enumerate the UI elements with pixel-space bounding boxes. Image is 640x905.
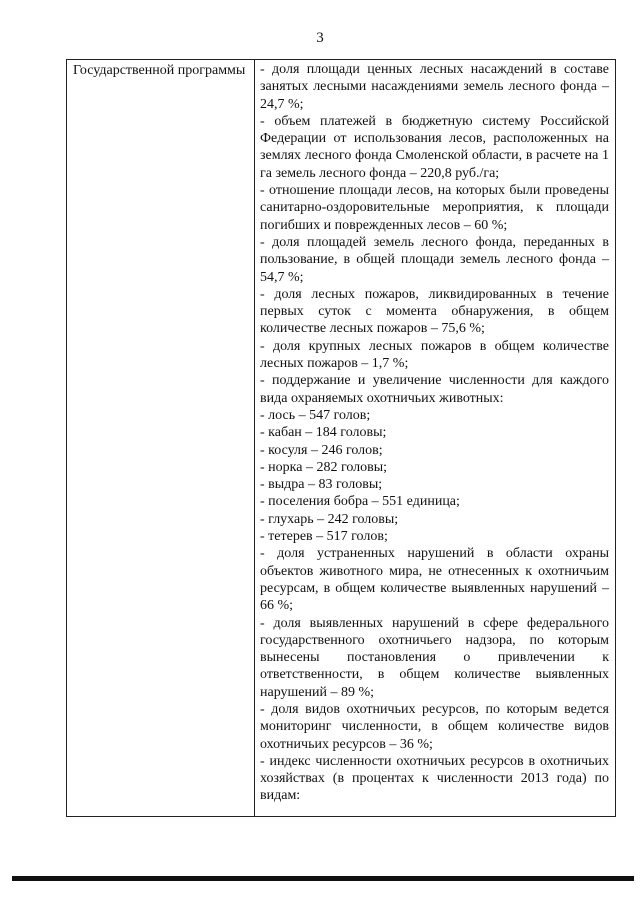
list-item: - кабан – 184 головы; bbox=[260, 425, 387, 441]
list-item: - доля устраненных нарушений в области охраны объектов животного мира, не отнесенных к охотничьим ресурсам, в общем количестве выявленных нарушений – 66 %; bbox=[260, 546, 609, 614]
list-item: - доля площади ценных лесных насаждений в составе занятых лесными насаждениями земель лесного фонда – 24,7 %; bbox=[260, 62, 609, 112]
list-item: - доля видов охотничьих ресурсов, по которым ведется мониторинг численности, в общем количестве видов охотничьих ресурсов – 36 %; bbox=[260, 701, 609, 752]
list-item: - индекс численности охотничьих ресурсов в охотничьих хозяйствах (в процентах к численности 2013 года) по видам: bbox=[260, 753, 609, 804]
document-table bbox=[66, 59, 616, 817]
list-item: - выдра – 83 головы; bbox=[260, 477, 383, 493]
list-item: - тетерев – 517 голов; bbox=[260, 529, 388, 545]
list-item: - доля лесных пожаров, ликвидированных в течение первых суток с момента обнаружения, в общем количестве лесных пожаров – 75,6 %; bbox=[260, 286, 609, 337]
list-item: - косуля – 246 голов; bbox=[260, 442, 383, 458]
list-item: - доля крупных лесных пожаров в общем количестве лесных пожаров – 1,7 %; bbox=[260, 338, 609, 372]
list-item: - отношение площади лесов, на которых были проведены санитарно-оздоровительные мероприятия, к площади погибших и поврежденных лесов – 60 %; bbox=[260, 183, 609, 233]
table-right-cell bbox=[255, 60, 615, 816]
list-item: - поселения бобра – 551 единица; bbox=[260, 494, 460, 510]
list-item: - доля площадей земель лесного фонда, переданных в пользование, в общей площади земель лесного фонда – 54,7 %; bbox=[260, 234, 609, 285]
page-number: 3 bbox=[316, 30, 324, 46]
list-item: - глухарь – 242 головы; bbox=[260, 511, 399, 527]
bottom-divider bbox=[12, 876, 634, 881]
left-cell-text: Государственной программы bbox=[73, 63, 246, 78]
list-item: - поддержание и увеличение численности для каждого вида охраняемых охотничьих животных: bbox=[260, 373, 609, 406]
list-item: - лось – 547 голов; bbox=[260, 407, 371, 423]
table-left-cell bbox=[67, 60, 255, 816]
list-item: - доля выявленных нарушений в сфере федерального государственного охотничьего надзора, по которым вынесены постановления о привлечении к ответственности, в общем количестве выявленных нарушений – 89 %; bbox=[260, 615, 609, 700]
list-item: - норка – 282 головы; bbox=[260, 459, 388, 475]
list-item: - объем платежей в бюджетную систему Российской Федерации от использования лесов, расположенных на землях лесного фонда Смоленской области, в расчете на 1 га земель лесного фонда – 220,8 руб./га; bbox=[260, 113, 609, 181]
